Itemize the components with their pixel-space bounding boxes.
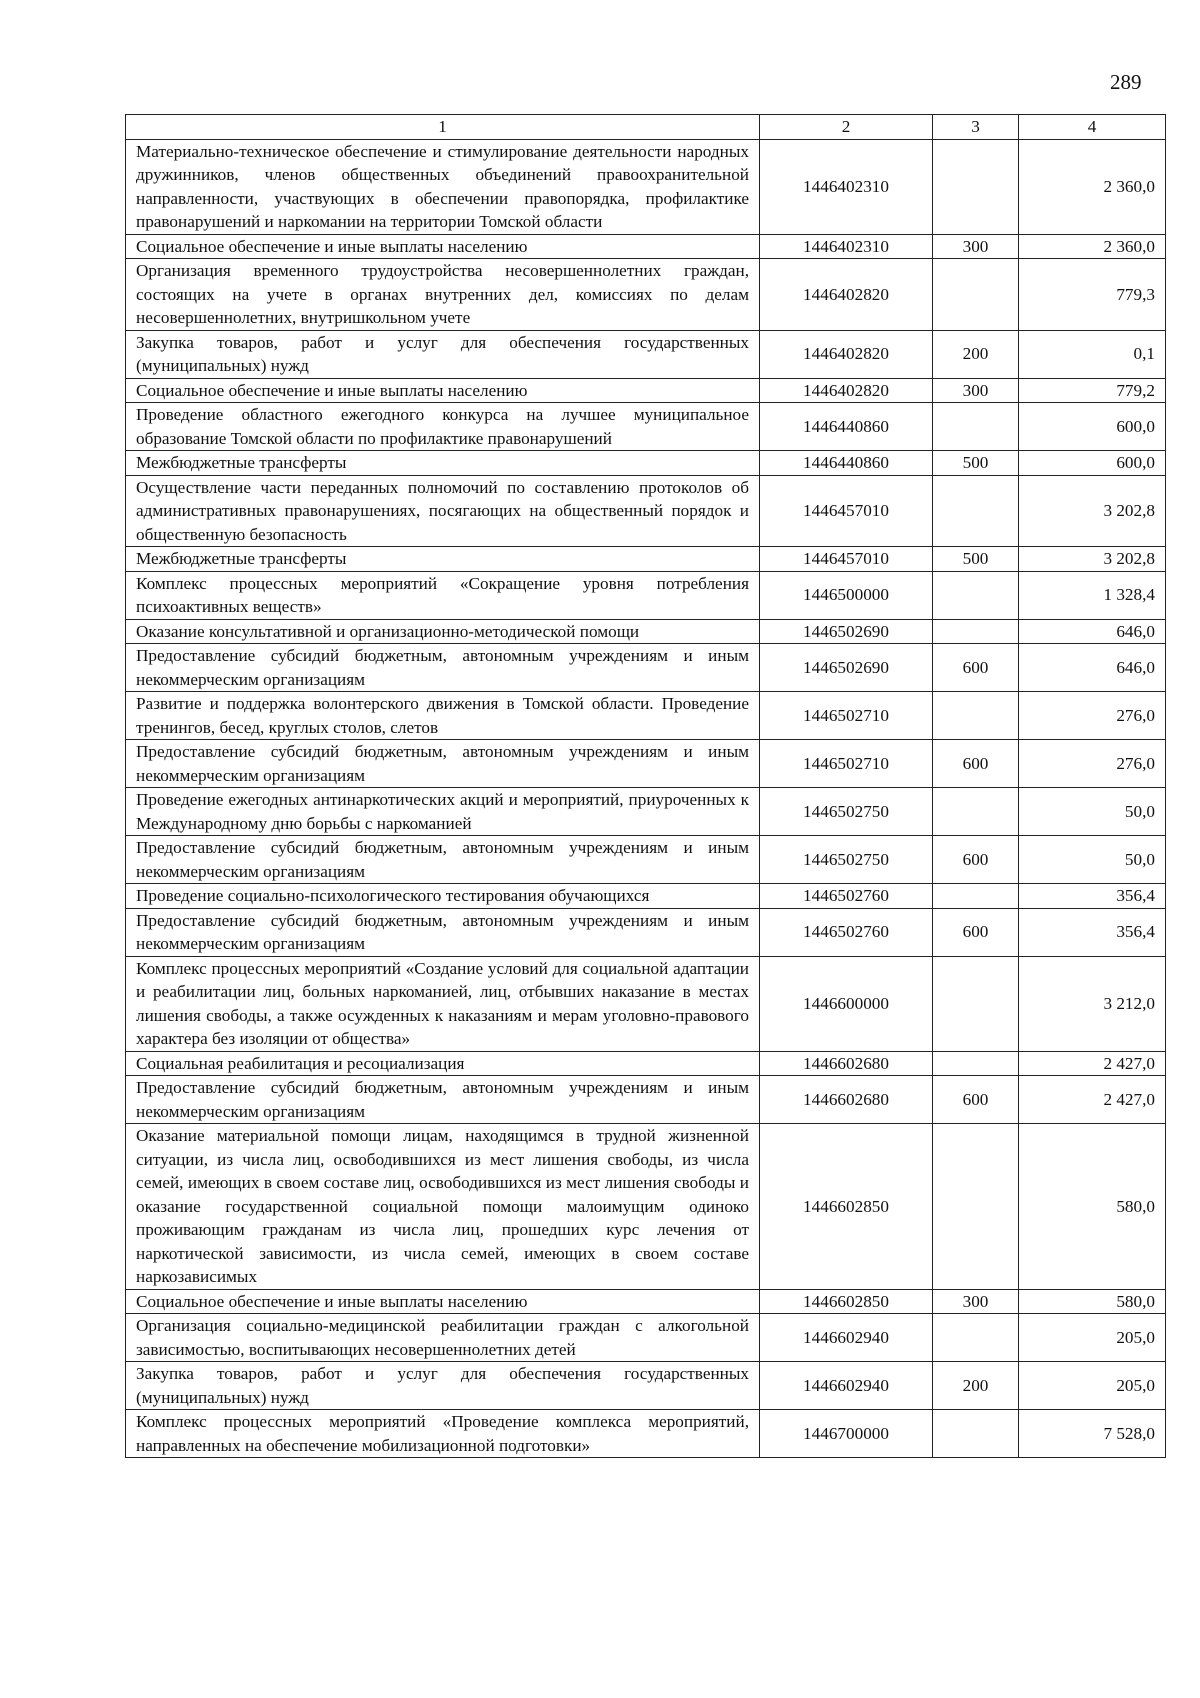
row-type-cell: 600 <box>933 836 1019 884</box>
column-header-type: 3 <box>933 115 1019 140</box>
row-type-cell: 500 <box>933 547 1019 572</box>
table-row <box>126 692 1166 740</box>
row-name-cell: Закупка товаров, работ и услуг для обеспечения государственных (муниципальных) нужд <box>126 330 760 378</box>
row-code-cell: 1446502690 <box>760 644 933 692</box>
table-row <box>126 836 1166 884</box>
row-type-cell <box>933 259 1019 331</box>
row-name-cell: Развитие и поддержка волонтерского движения в Томской области. Проведение тренингов, бесед, круглых столов, слетов <box>126 692 760 740</box>
table-row <box>126 740 1166 788</box>
row-code-cell: 1446440860 <box>760 451 933 476</box>
row-type-cell: 300 <box>933 234 1019 259</box>
row-code-cell: 1446602850 <box>760 1124 933 1290</box>
row-name-cell: Комплекс процессных мероприятий «Сокращение уровня потребления психоактивных веществ» <box>126 571 760 619</box>
row-type-cell <box>933 692 1019 740</box>
row-type-cell: 200 <box>933 330 1019 378</box>
row-code-cell: 1446500000 <box>760 571 933 619</box>
row-amount-cell: 3 212,0 <box>1019 956 1166 1051</box>
row-amount-cell: 779,2 <box>1019 378 1166 403</box>
row-amount-cell: 2 427,0 <box>1019 1076 1166 1124</box>
row-amount-cell: 580,0 <box>1019 1289 1166 1314</box>
row-code-cell: 1446402820 <box>760 330 933 378</box>
table-header <box>126 115 1166 140</box>
row-code-cell: 1446700000 <box>760 1410 933 1458</box>
row-code-cell: 1446502690 <box>760 619 933 644</box>
table-row <box>126 884 1166 909</box>
row-type-cell: 600 <box>933 644 1019 692</box>
row-code-cell: 1446440860 <box>760 403 933 451</box>
row-code-cell: 1446502710 <box>760 740 933 788</box>
row-amount-cell: 646,0 <box>1019 644 1166 692</box>
row-amount-cell: 356,4 <box>1019 908 1166 956</box>
row-amount-cell: 356,4 <box>1019 884 1166 909</box>
row-amount-cell: 50,0 <box>1019 788 1166 836</box>
row-type-cell <box>933 788 1019 836</box>
row-amount-cell: 276,0 <box>1019 692 1166 740</box>
row-name-cell: Организация социально-медицинской реабилитации граждан с алкогольной зависимостью, воспитывающих несовершеннолетних детей <box>126 1314 760 1362</box>
row-name-cell: Проведение социально-психологического тестирования обучающихся <box>126 884 760 909</box>
row-name-cell: Осуществление части переданных полномочий по составлению протоколов об административных правонарушениях, посягающих на общественный порядок и общественную безопасность <box>126 475 760 547</box>
row-amount-cell: 779,3 <box>1019 259 1166 331</box>
row-code-cell: 1446602940 <box>760 1314 933 1362</box>
row-type-cell <box>933 619 1019 644</box>
row-code-cell: 1446402820 <box>760 259 933 331</box>
row-amount-cell: 205,0 <box>1019 1314 1166 1362</box>
row-type-cell <box>933 884 1019 909</box>
row-type-cell <box>933 1410 1019 1458</box>
row-name-cell: Материально-техническое обеспечение и стимулирование деятельности народных дружинников, членов общественных объединений правоохранительной направленности, участвующих в обеспечении правопорядка, профилактике правонарушений и наркомании на территории Томской области <box>126 139 760 234</box>
row-name-cell: Предоставление субсидий бюджетным, автономным учреждениям и иным некоммерческим организациям <box>126 740 760 788</box>
row-type-cell: 600 <box>933 908 1019 956</box>
table-row <box>126 139 1166 234</box>
row-name-cell: Предоставление субсидий бюджетным, автономным учреждениям и иным некоммерческим организациям <box>126 1076 760 1124</box>
row-name-cell: Оказание консультативной и организационно-методической помощи <box>126 619 760 644</box>
row-amount-cell: 600,0 <box>1019 451 1166 476</box>
table-row <box>126 1362 1166 1410</box>
row-code-cell: 1446502750 <box>760 836 933 884</box>
table-row <box>126 1314 1166 1362</box>
row-name-cell: Предоставление субсидий бюджетным, автономным учреждениям и иным некоммерческим организациям <box>126 836 760 884</box>
table-row <box>126 451 1166 476</box>
row-name-cell: Проведение областного ежегодного конкурса на лучшее муниципальное образование Томской области по профилактике правонарушений <box>126 403 760 451</box>
row-code-cell: 1446502750 <box>760 788 933 836</box>
row-name-cell: Комплекс процессных мероприятий «Проведение комплекса мероприятий, направленных на обеспечение мобилизационной подготовки» <box>126 1410 760 1458</box>
row-code-cell: 1446402820 <box>760 378 933 403</box>
row-amount-cell: 205,0 <box>1019 1362 1166 1410</box>
table-row <box>126 1051 1166 1076</box>
table-row <box>126 644 1166 692</box>
row-amount-cell: 1 328,4 <box>1019 571 1166 619</box>
row-amount-cell: 2 360,0 <box>1019 234 1166 259</box>
column-header-amount: 4 <box>1019 115 1166 140</box>
row-name-cell: Проведение ежегодных антинаркотических акций и мероприятий, приуроченных к Международному дню борьбы с наркоманией <box>126 788 760 836</box>
column-header-name: 1 <box>126 115 760 140</box>
row-name-cell: Социальная реабилитация и ресоциализация <box>126 1051 760 1076</box>
row-name-cell: Межбюджетные трансферты <box>126 451 760 476</box>
row-code-cell: 1446502760 <box>760 884 933 909</box>
row-code-cell: 1446600000 <box>760 956 933 1051</box>
row-type-cell <box>933 1051 1019 1076</box>
row-type-cell <box>933 956 1019 1051</box>
row-amount-cell: 3 202,8 <box>1019 475 1166 547</box>
row-code-cell: 1446602850 <box>760 1289 933 1314</box>
table-row <box>126 1289 1166 1314</box>
row-amount-cell: 276,0 <box>1019 740 1166 788</box>
row-amount-cell: 7 528,0 <box>1019 1410 1166 1458</box>
row-code-cell: 1446457010 <box>760 547 933 572</box>
table-row <box>126 908 1166 956</box>
table-row <box>126 1410 1166 1458</box>
row-name-cell: Организация временного трудоустройства несовершеннолетних граждан, состоящих на учете в органах внутренних дел, комиссиях по делам несовершеннолетних, внутришкольном учете <box>126 259 760 331</box>
table-body <box>126 139 1166 1458</box>
row-amount-cell: 580,0 <box>1019 1124 1166 1290</box>
row-amount-cell: 3 202,8 <box>1019 547 1166 572</box>
row-name-cell: Комплекс процессных мероприятий «Создание условий для социальной адаптации и реабилитации лиц, больных наркоманией, лиц, отбывших наказание в местах лишения свободы, а также осужденных к наказаниям и мерам уголовно-правового характера без изоляции от общества» <box>126 956 760 1051</box>
row-type-cell <box>933 475 1019 547</box>
table-row <box>126 788 1166 836</box>
header-row <box>126 115 1166 140</box>
row-amount-cell: 2 360,0 <box>1019 139 1166 234</box>
table-row <box>126 956 1166 1051</box>
row-name-cell: Закупка товаров, работ и услуг для обеспечения государственных (муниципальных) нужд <box>126 1362 760 1410</box>
table-row <box>126 378 1166 403</box>
table-row <box>126 403 1166 451</box>
row-name-cell: Социальное обеспечение и иные выплаты населению <box>126 1289 760 1314</box>
row-type-cell: 500 <box>933 451 1019 476</box>
row-type-cell: 300 <box>933 378 1019 403</box>
row-name-cell: Социальное обеспечение и иные выплаты населению <box>126 234 760 259</box>
row-type-cell: 600 <box>933 740 1019 788</box>
row-code-cell: 1446602940 <box>760 1362 933 1410</box>
row-amount-cell: 2 427,0 <box>1019 1051 1166 1076</box>
row-code-cell: 1446602680 <box>760 1051 933 1076</box>
row-code-cell: 1446402310 <box>760 234 933 259</box>
row-amount-cell: 600,0 <box>1019 403 1166 451</box>
row-name-cell: Межбюджетные трансферты <box>126 547 760 572</box>
row-type-cell <box>933 403 1019 451</box>
row-type-cell: 600 <box>933 1076 1019 1124</box>
row-name-cell: Предоставление субсидий бюджетным, автономным учреждениям и иным некоммерческим организациям <box>126 644 760 692</box>
row-name-cell: Оказание материальной помощи лицам, находящимся в трудной жизненной ситуации, из числа лиц, освободившихся из мест лишения свободы, из числа семей, имеющих в своем составе лиц, освободившихся из мест лишения свободы и оказание государственной социальной помощи малоимущим одиноко проживающим гражданам из числа лиц, прошедших курс лечения от наркотической зависимости, из числа семей, имеющих в своем составе наркозависимых <box>126 1124 760 1290</box>
row-type-cell <box>933 1124 1019 1290</box>
table-row <box>126 330 1166 378</box>
row-amount-cell: 646,0 <box>1019 619 1166 644</box>
row-type-cell <box>933 139 1019 234</box>
row-type-cell <box>933 571 1019 619</box>
table-row <box>126 259 1166 331</box>
table-row <box>126 475 1166 547</box>
row-code-cell: 1446502710 <box>760 692 933 740</box>
row-amount-cell: 0,1 <box>1019 330 1166 378</box>
row-code-cell: 1446502760 <box>760 908 933 956</box>
table-row <box>126 1076 1166 1124</box>
row-code-cell: 1446457010 <box>760 475 933 547</box>
row-name-cell: Социальное обеспечение и иные выплаты населению <box>126 378 760 403</box>
table-row <box>126 619 1166 644</box>
row-type-cell <box>933 1314 1019 1362</box>
table-row <box>126 571 1166 619</box>
row-type-cell: 300 <box>933 1289 1019 1314</box>
page-number: 289 <box>1110 70 1142 94</box>
table-row <box>126 1124 1166 1290</box>
table-row <box>126 234 1166 259</box>
column-header-code: 2 <box>760 115 933 140</box>
row-amount-cell: 50,0 <box>1019 836 1166 884</box>
budget-table <box>125 114 1166 1458</box>
row-code-cell: 1446402310 <box>760 139 933 234</box>
row-name-cell: Предоставление субсидий бюджетным, автономным учреждениям и иным некоммерческим организациям <box>126 908 760 956</box>
row-type-cell: 200 <box>933 1362 1019 1410</box>
row-code-cell: 1446602680 <box>760 1076 933 1124</box>
table-row <box>126 547 1166 572</box>
